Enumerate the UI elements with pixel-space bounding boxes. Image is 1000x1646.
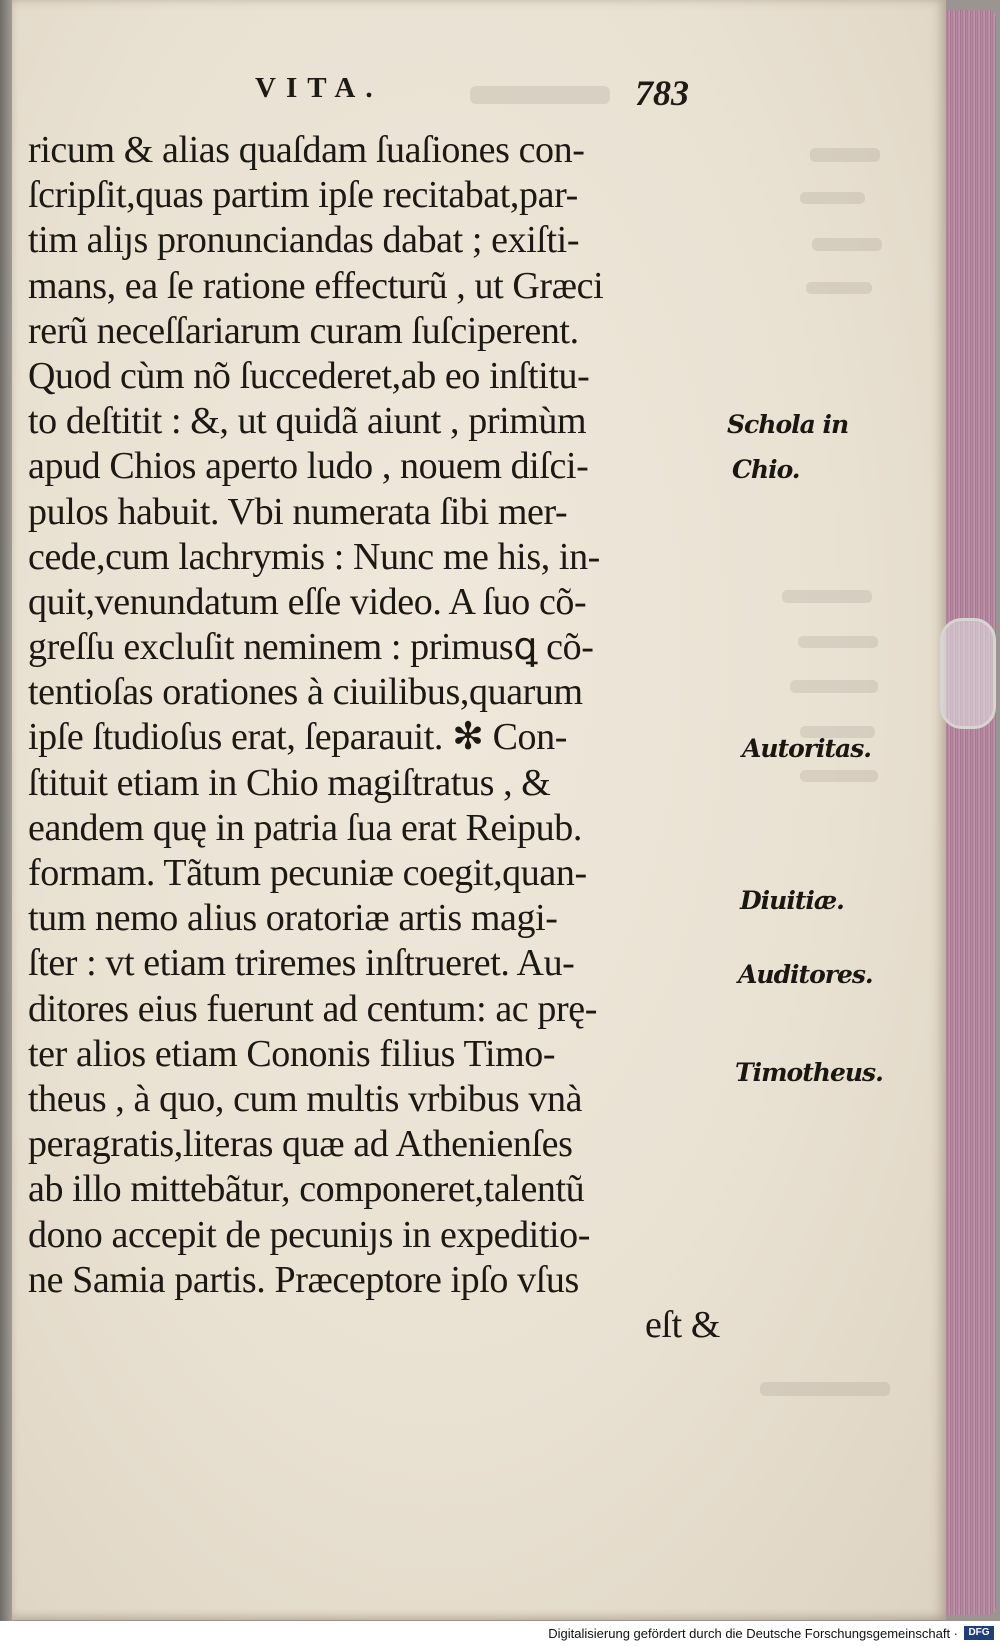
main-text-block <box>28 128 728 1348</box>
text-line: eandem quę in patria ſua erat Reipub. <box>28 806 582 849</box>
running-title: VITA. <box>255 72 383 104</box>
marginal-note-diuitiae: Diuitiæ. <box>740 886 844 915</box>
catchword: eſt & <box>644 1303 720 1346</box>
text-line: ſtituit etiam in Chio magiſtratus , & <box>28 761 551 804</box>
text-line: rerũ neceſſariarum curam ſuſciperent. <box>28 309 579 352</box>
text-line: cede,cum lachrymis : Nunc me his, in- <box>28 535 600 578</box>
dfg-logo: DFG <box>964 1626 994 1640</box>
text-line: apud Chios aperto ludo , nouem diſci- <box>28 445 589 488</box>
text-line: dono accepit de pecuniȷs in expeditio- <box>28 1213 590 1256</box>
text-line: peragratis,literas quæ ad Athenienſes <box>28 1123 573 1166</box>
text-line: quit,venundatum eſſe video. A ſuo cõ- <box>28 580 587 623</box>
text-line: theus , à quo, cum multis vrbibus vnà <box>28 1077 583 1120</box>
page-number: 783 <box>635 73 689 113</box>
marginal-note-schola: Schola in <box>727 410 849 439</box>
text-line: tentioſas orationes à ciuilibus,quarum <box>28 671 583 714</box>
text-line: ſcripſit,quas partim ipſe recitabat,par- <box>28 174 578 217</box>
marginal-note-chio: Chio. <box>732 455 800 484</box>
text-line: ſter : vt etiam triremes inſtrueret. Au- <box>28 942 575 985</box>
text-line: greſſu excluſit neminem : primusꝗ cõ- <box>28 626 594 669</box>
text-line: ter alios etiam Cononis filius Timo- <box>28 1032 556 1075</box>
text-line: ricum & alias quaſdam ſuaſiones con- <box>28 129 585 171</box>
text-line: tum nemo alius oratoriæ artis magi- <box>28 897 558 940</box>
text-line: ne Samia partis. Præceptore ipſo vſus <box>28 1258 579 1301</box>
digitization-footer <box>0 1621 1000 1646</box>
text-line: pulos habuit. Vbi numerata ſibi mer- <box>28 490 568 533</box>
text-line: ipſe ſtudioſus erat, ſeparauit. ✻ Con- <box>28 716 568 759</box>
text-line: Quod cùm nõ ſuccederet,ab eo inſtitu- <box>28 354 590 397</box>
marginal-note-autoritas: Autoritas. <box>742 734 871 763</box>
marginal-note-auditores: Auditores. <box>738 960 873 989</box>
text-line: to deſtitit : &, ut quidã aiunt , primùm <box>28 400 587 443</box>
funding-credit: Digitalisierung gefördert durch die Deutsche Forschungsgemeinschaft · <box>548 1626 958 1641</box>
text-line: mans, ea ſe ratione effecturũ , ut Græci <box>28 264 604 307</box>
text-line: ab illo mittebãtur, componeret,talentũ <box>28 1168 585 1211</box>
text-line: tim aliȷs pronunciandas dabat ; exiſti- <box>28 219 580 262</box>
marginal-note-timotheus: Timotheus. <box>735 1058 883 1087</box>
text-line: formam. Tãtum pecuniæ coegit,quan- <box>28 852 587 894</box>
text-line: ditores eius fuerunt ad centum: ac prę- <box>28 987 597 1030</box>
